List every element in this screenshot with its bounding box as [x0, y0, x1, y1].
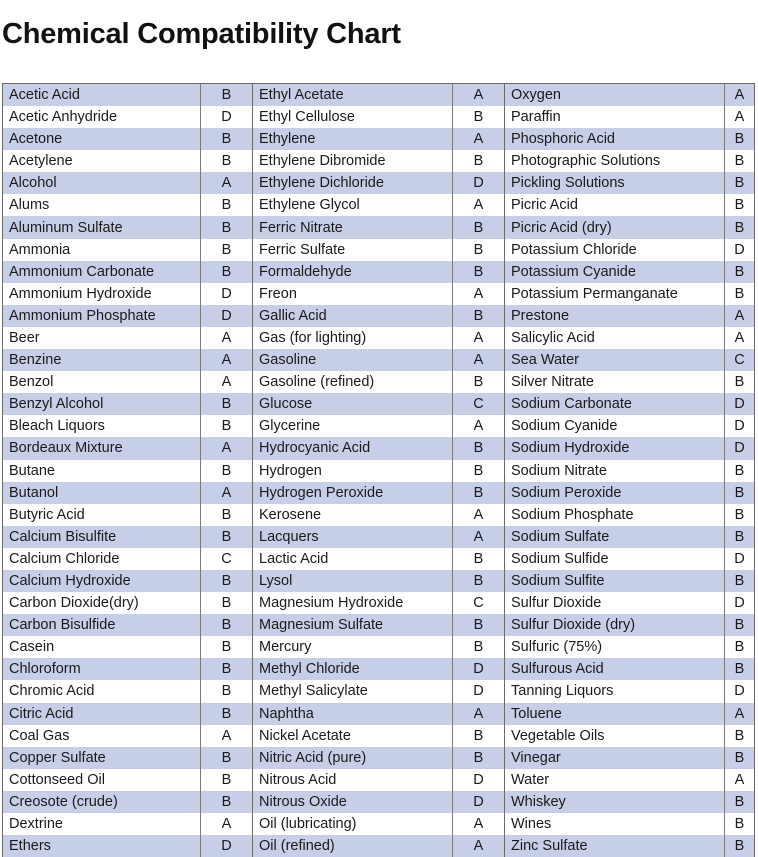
page-title: Chemical Compatibility Chart: [2, 18, 401, 51]
table-row: [3, 813, 755, 835]
table-row: [3, 371, 755, 393]
chemical-name: Whiskey: [505, 791, 725, 813]
compatibility-rating: B: [453, 614, 505, 636]
compatibility-rating: B: [201, 415, 253, 437]
chemical-name: Sulfurous Acid: [505, 658, 725, 680]
compatibility-rating: A: [453, 835, 505, 857]
table-row: [3, 570, 755, 592]
table-row: [3, 835, 755, 857]
chemical-name: Oil (lubricating): [253, 813, 453, 835]
compatibility-rating: B: [725, 371, 755, 393]
chemical-name: Mercury: [253, 636, 453, 658]
chemical-name: Coal Gas: [3, 725, 201, 747]
chemical-name: Ammonium Hydroxide: [3, 283, 201, 305]
chemical-name: Calcium Hydroxide: [3, 570, 201, 592]
compatibility-rating: B: [201, 526, 253, 548]
chemical-name: Casein: [3, 636, 201, 658]
compatibility-rating: B: [453, 150, 505, 172]
chemical-name: Nickel Acetate: [253, 725, 453, 747]
chemical-name: Beer: [3, 327, 201, 349]
chemical-name: Sea Water: [505, 349, 725, 371]
compatibility-rating: B: [725, 636, 755, 658]
compatibility-rating: A: [201, 327, 253, 349]
compatibility-rating: B: [453, 239, 505, 261]
compatibility-rating: A: [453, 327, 505, 349]
chemical-name: Carbon Bisulfide: [3, 614, 201, 636]
chemical-name: Sulfur Dioxide (dry): [505, 614, 725, 636]
chemical-name: Hydrogen: [253, 460, 453, 482]
compatibility-rating: B: [725, 482, 755, 504]
compatibility-rating: B: [453, 548, 505, 570]
chemical-name: Sodium Sulfide: [505, 548, 725, 570]
table-row: [3, 703, 755, 725]
chemical-name: Lysol: [253, 570, 453, 592]
compatibility-rating: B: [201, 658, 253, 680]
chemical-name: Potassium Chloride: [505, 239, 725, 261]
table-row: [3, 327, 755, 349]
compatibility-rating: A: [201, 482, 253, 504]
chemical-name: Sodium Carbonate: [505, 393, 725, 415]
chemical-name: Magnesium Hydroxide: [253, 592, 453, 614]
chemical-name: Ferric Sulfate: [253, 239, 453, 261]
chemical-name: Sodium Peroxide: [505, 482, 725, 504]
chemical-name: Benzine: [3, 349, 201, 371]
table-row: [3, 216, 755, 238]
chemical-name: Lactic Acid: [253, 548, 453, 570]
chemical-name: Magnesium Sulfate: [253, 614, 453, 636]
compatibility-rating: B: [201, 570, 253, 592]
compatibility-rating: B: [725, 504, 755, 526]
compatibility-rating: C: [453, 592, 505, 614]
chemical-name: Lacquers: [253, 526, 453, 548]
table-row: [3, 415, 755, 437]
chemical-name: Hydrocyanic Acid: [253, 437, 453, 459]
compatibility-rating: B: [725, 658, 755, 680]
compatibility-rating: B: [725, 261, 755, 283]
table-row: [3, 106, 755, 128]
chemical-name: Chloroform: [3, 658, 201, 680]
compatibility-rating: B: [201, 747, 253, 769]
chemical-name: Naphtha: [253, 703, 453, 725]
compatibility-rating: A: [725, 703, 755, 725]
table-row: [3, 305, 755, 327]
compatibility-rating: D: [453, 791, 505, 813]
compatibility-rating: D: [201, 106, 253, 128]
compatibility-rating: C: [725, 349, 755, 371]
chemical-name: Calcium Chloride: [3, 548, 201, 570]
table-row: [3, 614, 755, 636]
chemical-name: Hydrogen Peroxide: [253, 482, 453, 504]
table-row: [3, 150, 755, 172]
chemical-name: Wines: [505, 813, 725, 835]
chemical-name: Methyl Chloride: [253, 658, 453, 680]
compatibility-rating: B: [453, 636, 505, 658]
chemical-name: Salicylic Acid: [505, 327, 725, 349]
compatibility-rating: A: [201, 725, 253, 747]
compatibility-rating: A: [725, 106, 755, 128]
table-row: [3, 460, 755, 482]
chemical-name: Kerosene: [253, 504, 453, 526]
chemical-name: Benzol: [3, 371, 201, 393]
chemical-name: Freon: [253, 283, 453, 305]
compatibility-rating: B: [725, 194, 755, 216]
table-row: [3, 172, 755, 194]
compatibility-rating: B: [453, 437, 505, 459]
compatibility-rating: B: [725, 150, 755, 172]
compatibility-rating: A: [453, 194, 505, 216]
compatibility-rating: B: [201, 680, 253, 702]
chemical-name: Ammonia: [3, 239, 201, 261]
compatibility-rating: A: [453, 526, 505, 548]
chemical-name: Butyric Acid: [3, 504, 201, 526]
chemical-name: Butanol: [3, 482, 201, 504]
compatibility-rating: A: [201, 349, 253, 371]
chemical-name: Copper Sulfate: [3, 747, 201, 769]
chemical-name: Sodium Cyanide: [505, 415, 725, 437]
chemical-name: Glucose: [253, 393, 453, 415]
compatibility-rating: D: [725, 415, 755, 437]
compatibility-rating: D: [453, 658, 505, 680]
chemical-name: Ethylene Glycol: [253, 194, 453, 216]
table-row: [3, 526, 755, 548]
table-row: [3, 504, 755, 526]
table-row: [3, 548, 755, 570]
compatibility-rating: B: [453, 305, 505, 327]
chemical-name: Ethyl Acetate: [253, 84, 453, 107]
chemical-name: Bleach Liquors: [3, 415, 201, 437]
compatibility-rating: B: [725, 835, 755, 857]
compatibility-rating: B: [201, 128, 253, 150]
chemical-name: Creosote (crude): [3, 791, 201, 813]
chemical-name: Dextrine: [3, 813, 201, 835]
compatibility-rating: B: [453, 371, 505, 393]
chemical-name: Zinc Sulfate: [505, 835, 725, 857]
chemical-name: Cottonseed Oil: [3, 769, 201, 791]
compatibility-rating: D: [201, 283, 253, 305]
chemical-name: Alums: [3, 194, 201, 216]
table-row: [3, 680, 755, 702]
table-row: [3, 393, 755, 415]
compatibility-rating: B: [725, 791, 755, 813]
compatibility-rating: B: [725, 460, 755, 482]
compatibility-rating: B: [725, 747, 755, 769]
compatibility-table-body: [3, 84, 755, 857]
compatibility-rating: A: [453, 128, 505, 150]
chemical-name: Gallic Acid: [253, 305, 453, 327]
chemical-name: Silver Nitrate: [505, 371, 725, 393]
chemical-name: Chromic Acid: [3, 680, 201, 702]
chemical-name: Ethers: [3, 835, 201, 857]
compatibility-rating: D: [725, 548, 755, 570]
compatibility-rating: B: [725, 216, 755, 238]
chemical-name: Gasoline: [253, 349, 453, 371]
compatibility-rating: A: [453, 813, 505, 835]
compatibility-rating: A: [453, 504, 505, 526]
compatibility-rating: B: [725, 570, 755, 592]
chemical-name: Ammonium Phosphate: [3, 305, 201, 327]
chemical-name: Formaldehyde: [253, 261, 453, 283]
table-row: [3, 636, 755, 658]
compatibility-rating: B: [725, 172, 755, 194]
chemical-name: Nitrous Acid: [253, 769, 453, 791]
compatibility-rating: A: [201, 813, 253, 835]
compatibility-rating: A: [453, 283, 505, 305]
compatibility-rating: B: [201, 636, 253, 658]
table-row: [3, 592, 755, 614]
compatibility-rating: B: [453, 725, 505, 747]
chemical-name: Sulfur Dioxide: [505, 592, 725, 614]
chemical-name: Gasoline (refined): [253, 371, 453, 393]
compatibility-rating: B: [453, 261, 505, 283]
chemical-name: Sodium Hydroxide: [505, 437, 725, 459]
table-row: [3, 261, 755, 283]
chemical-name: Bordeaux Mixture: [3, 437, 201, 459]
chemical-name: Sulfuric (75%): [505, 636, 725, 658]
compatibility-rating: B: [201, 84, 253, 107]
table-row: [3, 658, 755, 680]
chemical-name: Vegetable Oils: [505, 725, 725, 747]
chemical-name: Ethylene Dichloride: [253, 172, 453, 194]
compatibility-rating: B: [453, 460, 505, 482]
table-row: [3, 769, 755, 791]
chemical-name: Phosphoric Acid: [505, 128, 725, 150]
chemical-name: Acetic Acid: [3, 84, 201, 107]
chemical-name: Sodium Sulfite: [505, 570, 725, 592]
compatibility-rating: A: [453, 84, 505, 107]
compatibility-rating: D: [201, 305, 253, 327]
compatibility-rating: B: [201, 194, 253, 216]
table-row: [3, 725, 755, 747]
compatibility-rating: B: [725, 614, 755, 636]
chemical-name: Tanning Liquors: [505, 680, 725, 702]
chemical-name: Gas (for lighting): [253, 327, 453, 349]
chemical-name: Sodium Phosphate: [505, 504, 725, 526]
chemical-name: Calcium Bisulfite: [3, 526, 201, 548]
chemical-name: Nitric Acid (pure): [253, 747, 453, 769]
chemical-name: Oxygen: [505, 84, 725, 107]
compatibility-rating: B: [201, 614, 253, 636]
table-row: [3, 84, 755, 107]
table-row: [3, 128, 755, 150]
compatibility-rating: D: [725, 680, 755, 702]
chemical-name: Acetone: [3, 128, 201, 150]
chemical-name: Alcohol: [3, 172, 201, 194]
chemical-name: Ethyl Cellulose: [253, 106, 453, 128]
compatibility-rating: D: [725, 592, 755, 614]
chemical-name: Paraffin: [505, 106, 725, 128]
compatibility-table: [2, 83, 755, 857]
chemical-name: Ferric Nitrate: [253, 216, 453, 238]
compatibility-rating: D: [453, 680, 505, 702]
compatibility-rating: B: [453, 106, 505, 128]
compatibility-rating: B: [201, 504, 253, 526]
chemical-name: Oil (refined): [253, 835, 453, 857]
compatibility-rating: A: [453, 415, 505, 437]
compatibility-rating: B: [725, 283, 755, 305]
compatibility-rating: B: [201, 393, 253, 415]
compatibility-rating: B: [725, 526, 755, 548]
table-row: [3, 482, 755, 504]
chemical-name: Methyl Salicylate: [253, 680, 453, 702]
table-row: [3, 194, 755, 216]
chemical-name: Prestone: [505, 305, 725, 327]
compatibility-rating: D: [725, 239, 755, 261]
compatibility-rating: A: [201, 437, 253, 459]
compatibility-rating: B: [201, 769, 253, 791]
chemical-name: Picric Acid (dry): [505, 216, 725, 238]
chemical-name: Acetic Anhydride: [3, 106, 201, 128]
compatibility-rating: B: [201, 150, 253, 172]
chemical-name: Nitrous Oxide: [253, 791, 453, 813]
compatibility-rating: B: [201, 703, 253, 725]
compatibility-rating: D: [201, 835, 253, 857]
compatibility-rating: A: [201, 172, 253, 194]
compatibility-rating: D: [453, 172, 505, 194]
chemical-name: Sodium Nitrate: [505, 460, 725, 482]
compatibility-rating: B: [453, 570, 505, 592]
compatibility-rating: B: [201, 239, 253, 261]
chemical-name: Picric Acid: [505, 194, 725, 216]
table-row: [3, 349, 755, 371]
compatibility-rating: A: [201, 371, 253, 393]
chemical-name: Potassium Permanganate: [505, 283, 725, 305]
compatibility-rating: D: [453, 769, 505, 791]
compatibility-rating: B: [201, 791, 253, 813]
table-row: [3, 747, 755, 769]
table-row: [3, 283, 755, 305]
compatibility-rating: A: [453, 703, 505, 725]
chemical-name: Butane: [3, 460, 201, 482]
compatibility-rating: D: [725, 437, 755, 459]
compatibility-rating: A: [725, 327, 755, 349]
chemical-name: Ethylene: [253, 128, 453, 150]
compatibility-rating: A: [453, 349, 505, 371]
table-row: [3, 239, 755, 261]
chemical-name: Benzyl Alcohol: [3, 393, 201, 415]
chemical-name: Pickling Solutions: [505, 172, 725, 194]
chemical-name: Glycerine: [253, 415, 453, 437]
table-row: [3, 437, 755, 459]
compatibility-rating: A: [725, 769, 755, 791]
compatibility-rating: B: [725, 813, 755, 835]
chemical-name: Water: [505, 769, 725, 791]
chemical-name: Citric Acid: [3, 703, 201, 725]
compatibility-rating: B: [201, 592, 253, 614]
chemical-name: Carbon Dioxide(dry): [3, 592, 201, 614]
chemical-name: Ethylene Dibromide: [253, 150, 453, 172]
chemical-name: Potassium Cyanide: [505, 261, 725, 283]
table-row: [3, 791, 755, 813]
compatibility-rating: B: [201, 261, 253, 283]
compatibility-rating: B: [201, 460, 253, 482]
compatibility-rating: B: [453, 747, 505, 769]
compatibility-rating: B: [201, 216, 253, 238]
chemical-name: Acetylene: [3, 150, 201, 172]
compatibility-rating: B: [453, 216, 505, 238]
compatibility-rating: B: [725, 725, 755, 747]
chemical-name: Vinegar: [505, 747, 725, 769]
compatibility-rating: A: [725, 84, 755, 107]
chemical-name: Toluene: [505, 703, 725, 725]
compatibility-rating: B: [725, 128, 755, 150]
compatibility-rating: C: [201, 548, 253, 570]
chemical-name: Sodium Sulfate: [505, 526, 725, 548]
chemical-name: Aluminum Sulfate: [3, 216, 201, 238]
compatibility-rating: A: [725, 305, 755, 327]
compatibility-rating: B: [453, 482, 505, 504]
chemical-name: Ammonium Carbonate: [3, 261, 201, 283]
compatibility-rating: C: [453, 393, 505, 415]
compatibility-rating: D: [725, 393, 755, 415]
chemical-name: Photographic Solutions: [505, 150, 725, 172]
